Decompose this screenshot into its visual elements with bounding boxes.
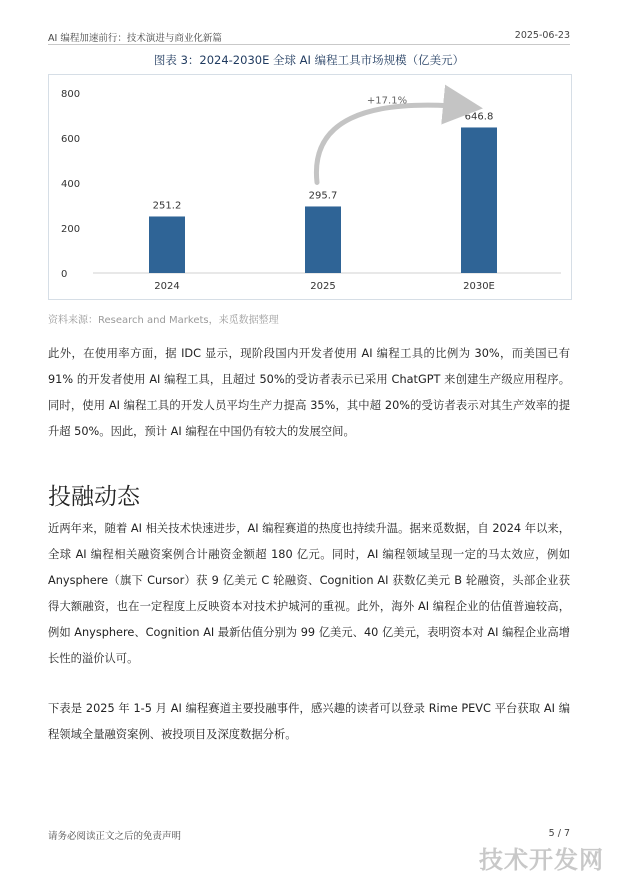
bar	[149, 216, 185, 273]
paragraph-table-intro: 下表是 2025 年 1-5 月 AI 编程赛道主要投融事件，感兴趣的读者可以登录 Rime PEVC 平台获取 AI 编程领域全量融资案例、被投项目及深度数据分析。	[48, 702, 570, 741]
bar	[305, 206, 341, 273]
bar-value-label: 295.7	[308, 190, 338, 202]
growth-arrow	[316, 105, 473, 182]
section-heading: 投融动态	[48, 484, 140, 510]
growth-annotation-label: +17.1%	[366, 95, 408, 107]
y-tick-label: 800	[61, 89, 81, 100]
header-date: 2025-06-23	[514, 30, 570, 41]
bar-chart	[48, 74, 572, 300]
figure-title: 图表 3：2024-2030E 全球 AI 编程工具市场规模（亿美元）	[153, 53, 465, 67]
bar	[461, 127, 497, 273]
y-tick-label: 0	[61, 269, 68, 280]
y-tick-label: 600	[61, 134, 81, 145]
bar-value-label: 646.8	[464, 111, 494, 123]
watermark: 技术开发网	[479, 846, 604, 874]
figure-source: 资料来源：Research and Markets，来觅数据整理	[48, 315, 279, 326]
page-header	[48, 28, 570, 45]
paragraph-financing: 近两年来，随着 AI 相关技术快速进步，AI 编程赛道的热度也持续升温。据来觅数据，自 2024 年以来，全球 AI 编程相关融资案例合计融资金额超 180 亿元。同时，AI 编程领域呈现一定的马太效应，例如 Anysphere（旗下 Cursor）获 9 亿美元 C 轮融资、Cognition AI 获数亿美元 B 轮融资，头部企业获得大额融资，也在一定程度上反映资本对技术护城河的重视。此外，海外 AI 编程企业的估值普遍较高，例如 Anysphere、Cognition AI 最新估值分别为 99 亿美元、40 亿美元，表明资本对 AI 编程企业高增长性的溢价认可。	[48, 522, 570, 665]
page-number: 5 / 7	[548, 828, 570, 839]
footer-disclaimer: 请务必阅读正文之后的免责声明	[48, 831, 182, 842]
bar-chart-svg	[49, 75, 571, 299]
header-title: AI 编程加速前行：技术演进与商业化新篇	[48, 33, 222, 44]
x-tick-label: 2025	[310, 281, 336, 292]
y-tick-label: 400	[61, 179, 81, 190]
x-tick-label: 2024	[154, 281, 180, 292]
bar-value-label: 251.2	[152, 200, 182, 212]
y-tick-label: 200	[61, 224, 81, 235]
x-tick-label: 2030E	[463, 281, 495, 292]
paragraph-usage: 此外，在使用率方面，据 IDC 显示，现阶段国内开发者使用 AI 编程工具的比例为 30%，而美国已有 91% 的开发者使用 AI 编程工具，且超过 50%的受访者表示已采用 ChatGPT 来创建生产级应用程序。同时，使用 AI 编程工具的开发人员平均生产力提高 35%，其中超 20%的受访者表示对其生产效率的提升超 50%。因此，预计 AI 编程在中国仍有较大的发展空间。	[48, 347, 570, 438]
